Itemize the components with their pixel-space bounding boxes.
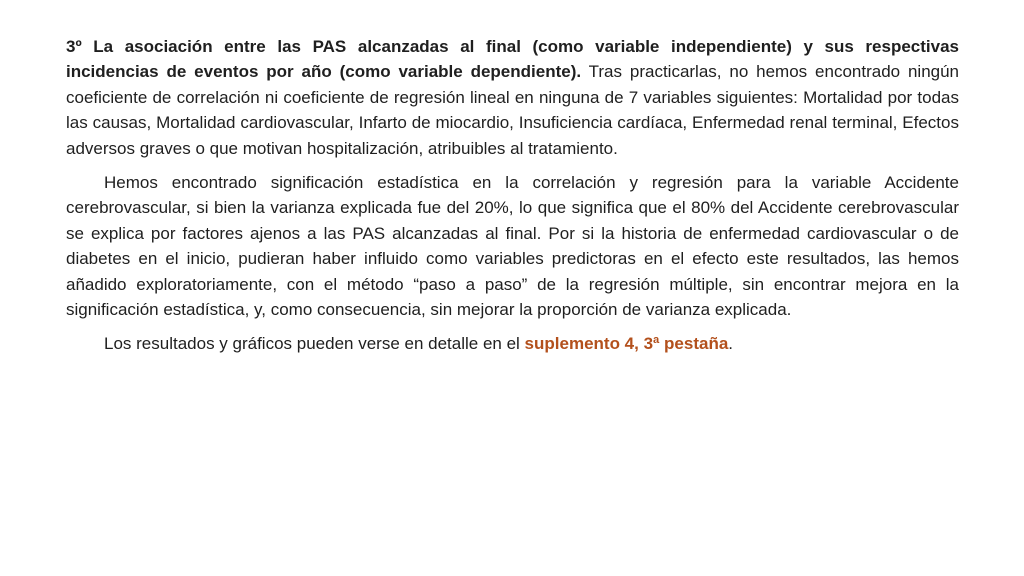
paragraph-text: Los resultados y gráficos pueden verse en detalle en el (104, 334, 525, 354)
paragraph-stroke-findings (66, 170, 959, 322)
paragraph-bold-lead: 3º La asociación entre las PAS alcanzadas al final (como variable independiente) y sus respectivas incidencias de eventos por año (como variable dependiente). (66, 37, 959, 82)
paragraph-text: Tras practicarlas, no hemos encontrado ningún coeficiente de correlación ni coeficiente de regresión lineal en ninguna de 7 variables siguientes: Mortalidad por todas las causas, Mortalidad cardiovascular, Infarto de miocardio, Insuficiencia cardíaca, Enfermedad renal terminal, Efectos adversos graves o que motivan hospitalización, atribuibles al tratamiento. (66, 62, 960, 158)
paragraph-supplement-reference (66, 331, 959, 356)
paragraph-text: Hemos encontrado significación estadística en la correlación y regresión para la variable Accidente cerebrovascular, si bien la varianza explicada fue del 20%, lo que significa que el 80% del Accidente cerebrovascular se explica por factores ajenos a las PAS alcanzadas al final. Por si la historia de enfermedad cardiovascular o de diabetes en el inicio, pudieran haber influido como variables predictoras en el efecto este resultados, las hemos añadido exploratoriamente, con el método “paso a paso” de la regresión múltiple, sin encontrar mejora en la significación estadística, y, como consecuencia, sin mejorar la proporción de varianza explicada. (66, 173, 959, 320)
paragraph-text: . (728, 334, 734, 354)
paragraph-association-results (66, 34, 959, 161)
slide-body (66, 34, 959, 357)
supplement-link[interactable]: suplemento 4, 3ª pestaña (524, 334, 729, 354)
